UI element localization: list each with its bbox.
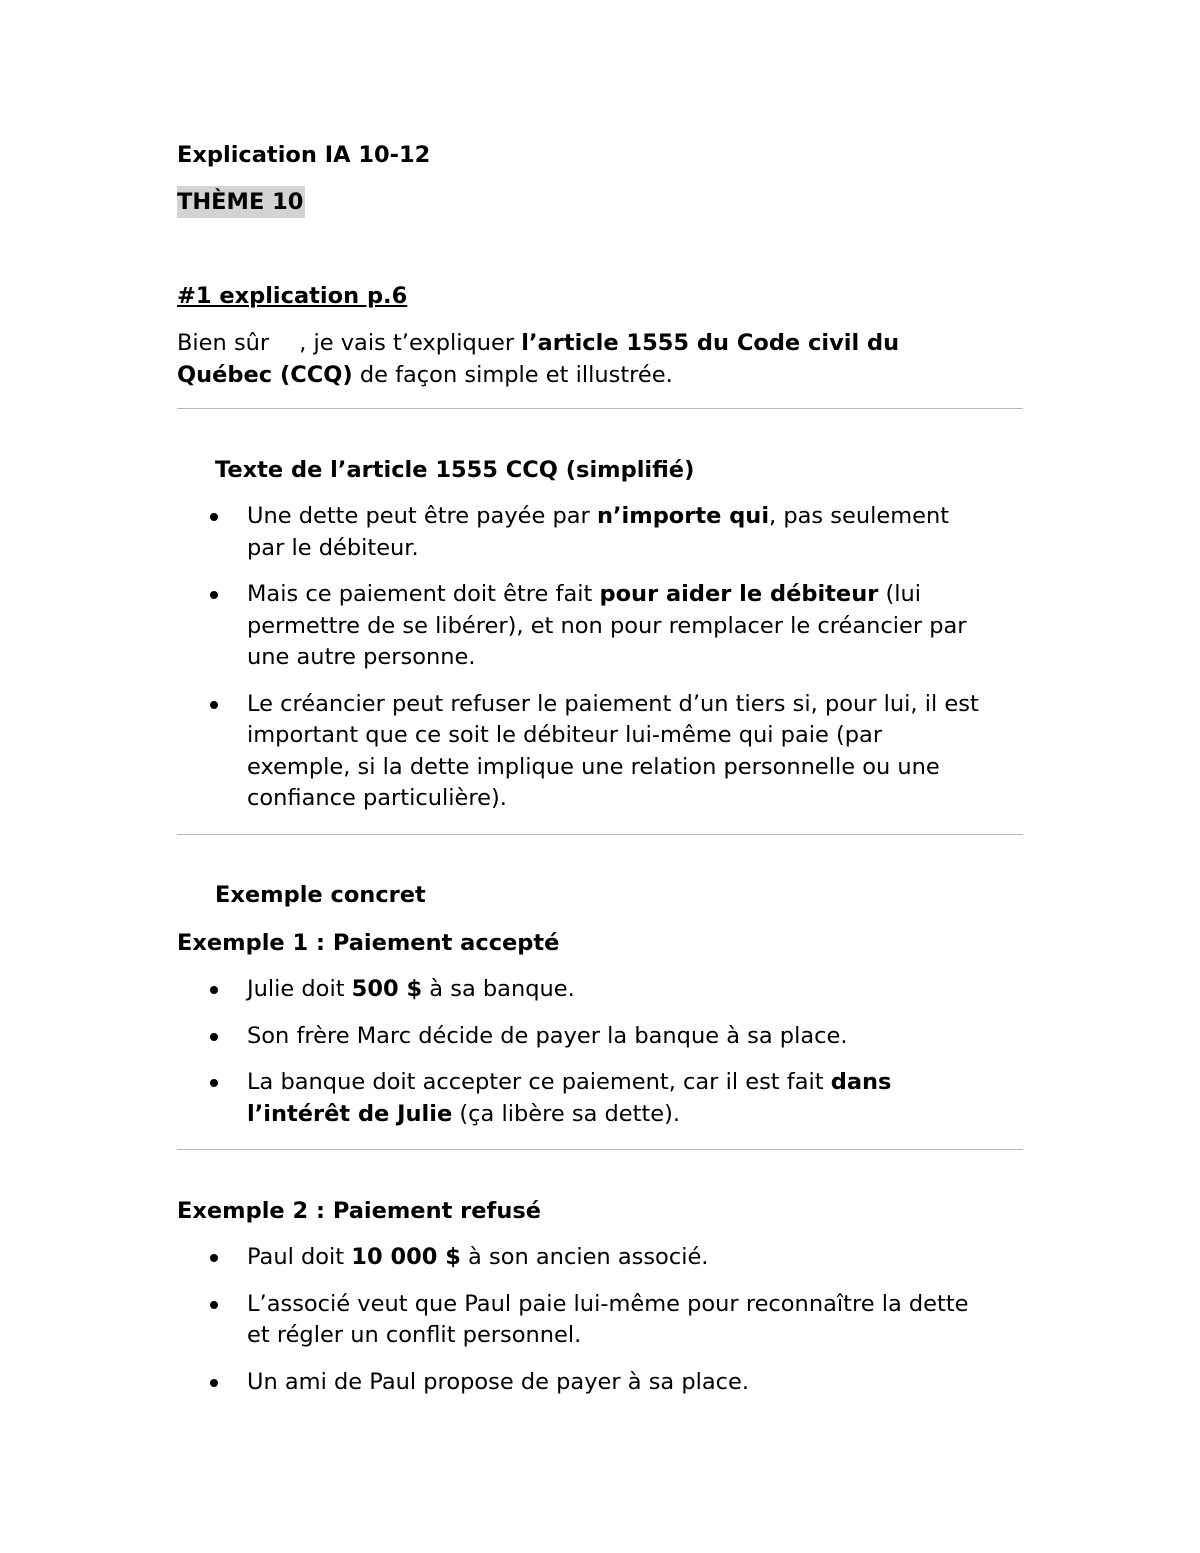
list-item: Un ami de Paul propose de payer à sa place. [177,1367,1023,1399]
list-item: Mais ce paiement doit être fait pour aider le débiteur (lui permettre de se libérer), et non pour remplacer le créancier par une autre personne. [177,579,1023,674]
bullet-icon [210,986,218,994]
example-2-bullet-list [177,1242,1023,1413]
bullet-icon [210,1254,218,1262]
list-item: Julie doit 500 $ à sa banque. [177,974,1023,1006]
bullet-icon [210,1079,218,1087]
bullet-icon [210,1379,218,1387]
bullet-icon [210,513,218,521]
horizontal-rule [177,1149,1023,1150]
list-item: Paul doit 10 000 $ à son ancien associé. [177,1242,1023,1274]
theme-label: THÈME 10 [177,186,305,218]
example-section-heading: Exemple concret [215,882,426,908]
list-item: La banque doit accepter ce paiement, car il est fait dans l’intérêt de Julie (ça libère sa dette). [177,1067,1023,1130]
bullet-icon [210,591,218,599]
list-item: Son frère Marc décide de payer la banque à sa place. [177,1021,1023,1053]
horizontal-rule [177,408,1023,409]
bullet-icon [210,1033,218,1041]
explication-heading: #1 explication p.6 [177,283,408,309]
list-item: Le créancier peut refuser le paiement d’un tiers si, pour lui, il est important que ce soit le débiteur lui-même qui paie (par exemple, si la dette implique une relation personnelle ou une confiance particulière). [177,689,1023,815]
example-2-title: Exemple 2 : Paiement refusé [177,1198,541,1224]
horizontal-rule [177,834,1023,835]
article-bullet-list [177,501,1023,830]
bullet-icon [210,1301,218,1309]
intro-paragraph [177,327,1023,391]
document-title: Explication IA 10-12 [177,142,431,168]
list-item: Une dette peut être payée par n’importe qui, pas seulement par le débiteur. [177,501,1023,564]
intro-line-2: Québec (CCQ) de façon simple et illustrée. [177,362,673,388]
example-1-title: Exemple 1 : Paiement accepté [177,930,560,956]
intro-line-1: Bien sûr , je vais t’expliquer l’article 1555 du Code civil du [177,330,900,356]
example-1-bullet-list [177,974,1023,1145]
list-item: L’associé veut que Paul paie lui-même pour reconnaître la dette et régler un conflit personnel. [177,1289,1023,1352]
bullet-icon [210,701,218,709]
article-section-heading: Texte de l’article 1555 CCQ (simplifié) [215,457,695,483]
